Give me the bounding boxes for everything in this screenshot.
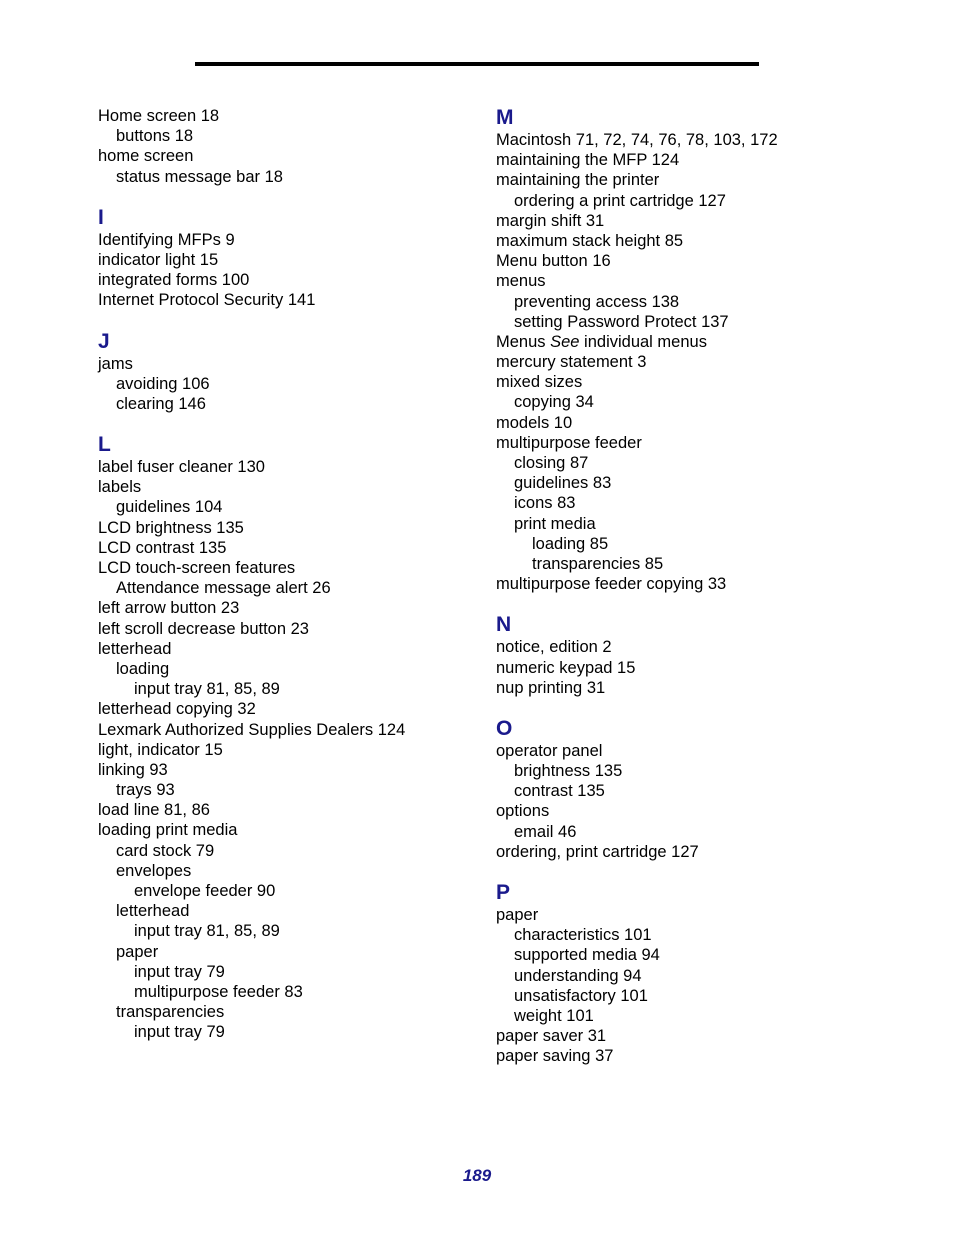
see-reference: See: [550, 332, 580, 351]
section-letter-heading: N: [496, 613, 512, 637]
index-column-left: [98, 106, 468, 1043]
index-entry: integrated forms 100: [98, 271, 250, 290]
index-subentry: transparencies: [116, 1003, 225, 1022]
index-entry: numeric keypad 15: [496, 658, 636, 677]
top-rule: [195, 62, 759, 66]
index-subentry: input tray 79: [134, 962, 225, 981]
index-entry: left scroll decrease button 23: [98, 619, 309, 638]
index-subentry: avoiding 106: [116, 374, 210, 393]
index-subentry: print media: [514, 514, 596, 533]
index-entry: left arrow button 23: [98, 599, 240, 618]
index-section-m: [496, 106, 896, 594]
index-entry: paper saving 37: [496, 1047, 614, 1066]
index-subentry: clearing 146: [116, 394, 206, 413]
index-subentry: trays 93: [116, 781, 175, 800]
section-letter-heading: M: [496, 106, 514, 129]
section-letter-heading: P: [496, 881, 511, 904]
index-subentry: Attendance message alert 26: [116, 579, 331, 598]
index-subentry: weight 101: [514, 1006, 594, 1025]
index-entry: [496, 332, 896, 352]
index-entry: linking 93: [98, 760, 168, 779]
index-entry: loading print media: [98, 821, 238, 840]
index-entry: mixed sizes: [496, 373, 583, 392]
index-subentry: letterhead: [116, 902, 190, 921]
index-entry: indicator light 15: [98, 250, 219, 269]
index-subentry: characteristics 101: [514, 926, 652, 945]
index-section-n: [496, 613, 896, 698]
index-subentry: unsatisfactory 101: [514, 986, 648, 1005]
index-entry: Internet Protocol Security 141: [98, 291, 316, 310]
index-section-j: [98, 330, 468, 415]
index-entry: Lexmark Authorized Supplies Dealers 124: [98, 720, 406, 739]
index-subentry: guidelines 104: [116, 498, 223, 517]
index-entry: multipurpose feeder copying 33: [496, 575, 727, 594]
index-entry: LCD touch-screen features: [98, 559, 296, 577]
index-entry: maximum stack height 85: [496, 231, 684, 250]
index-subentry: brightness 135: [514, 762, 623, 781]
index-entry: Menu button 16: [496, 252, 611, 271]
index-entry: models 10: [496, 413, 573, 432]
index-entry: Home screen 18: [98, 107, 220, 125]
index-entry: Identifying MFPs 9: [98, 230, 235, 249]
index-subentry: guidelines 83: [514, 474, 612, 493]
index-subentry: loading 85: [532, 534, 609, 553]
index-entry: nup printing 31: [496, 678, 606, 697]
index-entry: label fuser cleaner 130: [98, 458, 265, 477]
index-subentry: email 46: [514, 822, 577, 841]
section-letter-heading: L: [98, 433, 111, 457]
index-subentry: setting Password Protect 137: [514, 312, 729, 331]
index-subentry: multipurpose feeder 83: [134, 982, 303, 1001]
index-entry: paper: [496, 906, 539, 924]
index-entry: labels: [98, 478, 142, 497]
index-subentry: supported media 94: [514, 946, 660, 965]
index-entry: home screen: [98, 147, 194, 166]
index-subentry: input tray 81, 85, 89: [134, 680, 280, 699]
index-section: [98, 106, 468, 187]
index-entry: light, indicator 15: [98, 740, 223, 759]
index-subentry: ordering a print cartridge 127: [514, 191, 726, 210]
index-entry: margin shift 31: [496, 211, 605, 230]
index-subentry: envelopes: [116, 861, 192, 880]
index-subentry: buttons 18: [116, 127, 194, 146]
index-entry: letterhead: [98, 639, 172, 658]
index-column-right: [496, 106, 896, 1067]
section-letter-heading: I: [98, 205, 104, 229]
index-subentry: input tray 81, 85, 89: [134, 922, 280, 941]
entry-text-after: individual menus: [579, 332, 707, 351]
index-subentry: envelope feeder 90: [134, 882, 276, 900]
page-number: 189: [462, 1166, 492, 1185]
index-entry: LCD contrast 135: [98, 538, 227, 557]
section-letter-heading: J: [98, 329, 110, 353]
index-subentry: status message bar 18: [116, 167, 283, 186]
index-entry: multipurpose feeder: [496, 433, 642, 452]
index-subentry: paper: [116, 942, 159, 961]
index-entry: options: [496, 802, 550, 821]
index-subentry: card stock 79: [116, 841, 215, 860]
entry-text: Menus: [496, 332, 551, 351]
index-section-o: [496, 717, 896, 862]
index-subentry: preventing access 138: [514, 292, 680, 311]
index-entry: LCD brightness 135: [98, 518, 244, 537]
index-subentry: transparencies 85: [532, 554, 664, 573]
index-entry: ordering, print cartridge 127: [496, 842, 699, 861]
index-section-i: [98, 206, 468, 311]
section-letter-heading: O: [496, 716, 513, 740]
index-entry: paper saver 31: [496, 1027, 607, 1046]
index-subentry: icons 83: [514, 494, 576, 513]
index-entry: load line 81, 86: [98, 801, 210, 820]
index-subentry: input tray 79: [134, 1023, 225, 1042]
index-section-l: [98, 433, 468, 1042]
index-entry: maintaining the MFP 124: [496, 151, 680, 170]
index-subentry: loading: [116, 659, 170, 678]
index-subentry: copying 34: [514, 393, 594, 412]
index-entry: operator panel: [496, 741, 603, 760]
index-subentry: understanding 94: [514, 966, 642, 985]
index-entry: mercury statement 3: [496, 353, 647, 372]
index-entry: maintaining the printer: [496, 171, 660, 190]
index-entry: Macintosh 71, 72, 74, 76, 78, 103, 172: [496, 131, 778, 149]
index-subentry: closing 87: [514, 454, 589, 472]
index-entry: jams: [98, 354, 133, 373]
index-section-p: [496, 881, 896, 1067]
index-entry: menus: [496, 272, 546, 291]
index-entry: notice, edition 2: [496, 638, 612, 657]
index-subentry: contrast 135: [514, 782, 605, 801]
index-entry: letterhead copying 32: [98, 700, 256, 719]
